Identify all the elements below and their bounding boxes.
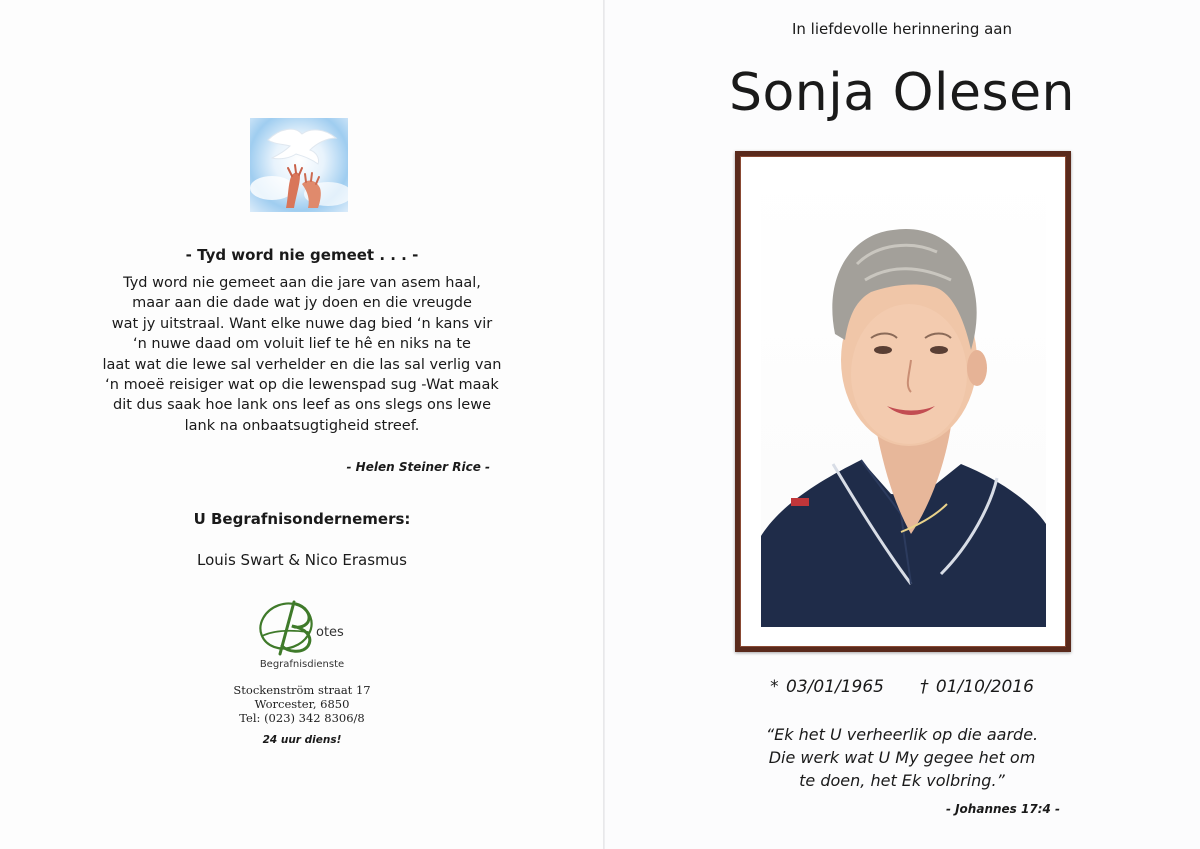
poem-line: lank na onbaatsugtigheid streef. — [184, 417, 420, 434]
life-dates — [604, 677, 1200, 697]
poem-line: ‘n moeë reisiger wat op die lewenspad sug -Wat maak — [105, 377, 499, 394]
phone-line: Tel: (023) 342 8306/8 — [239, 711, 365, 725]
poem-line: laat wat die lewe sal verhelder en die las sal verlig van — [102, 356, 502, 373]
logo-subtitle: Begrafnisdienste — [259, 659, 345, 670]
address-line: Stockenström straat 17 — [233, 683, 371, 697]
poem-body — [0, 273, 604, 436]
birth-date: * 03/01/1965 — [770, 677, 884, 697]
death-date: † 01/10/2016 — [920, 677, 1034, 697]
quote-line: Die werk wat U My gegee het om — [768, 748, 1036, 767]
poem-line: wat jy uitstraal. Want elke nuwe dag bied ‘n kans vir — [111, 315, 493, 332]
poem-title: - Tyd word nie gemeet . . . - — [185, 246, 419, 264]
scripture-reference: - Johannes 17:4 - — [945, 802, 1060, 816]
portrait-photo — [761, 164, 1046, 627]
address-line: Worcester, 6850 — [254, 697, 350, 711]
undertakers-label: U Begrafnisondernemers: — [193, 510, 411, 528]
poem-line: ‘n nuwe daad om voluit lief te hê en niks na te — [133, 336, 471, 353]
quote-line: te doen, het Ek volbring.” — [799, 771, 1005, 790]
service-note: 24 uur diens! — [262, 734, 342, 746]
quote-line: “Ek het U verheerlik op die aarde. — [765, 725, 1039, 744]
address-block — [0, 683, 604, 725]
dove-hands-icon — [250, 118, 348, 212]
botes-logo-icon — [252, 596, 362, 668]
undertakers-names: Louis Swart & Nico Erasmus — [197, 551, 407, 569]
poem-line: dit dus saak hoe lank ons leef as ons slegs ons lewe — [112, 397, 492, 414]
poem-line: maar aan die dade wat jy doen en die vreugde — [132, 295, 472, 312]
deceased-name: Sonja Olesen — [728, 63, 1076, 123]
poem-attribution: - Helen Steiner Rice - — [346, 460, 490, 474]
poem-line: Tyd word nie gemeet aan die jare van asem haal, — [123, 275, 481, 291]
scripture-quote — [604, 723, 1200, 792]
memorial-intro: In liefdevolle herinnering aan — [791, 20, 1012, 38]
logo-wordmark: otes — [316, 625, 344, 640]
